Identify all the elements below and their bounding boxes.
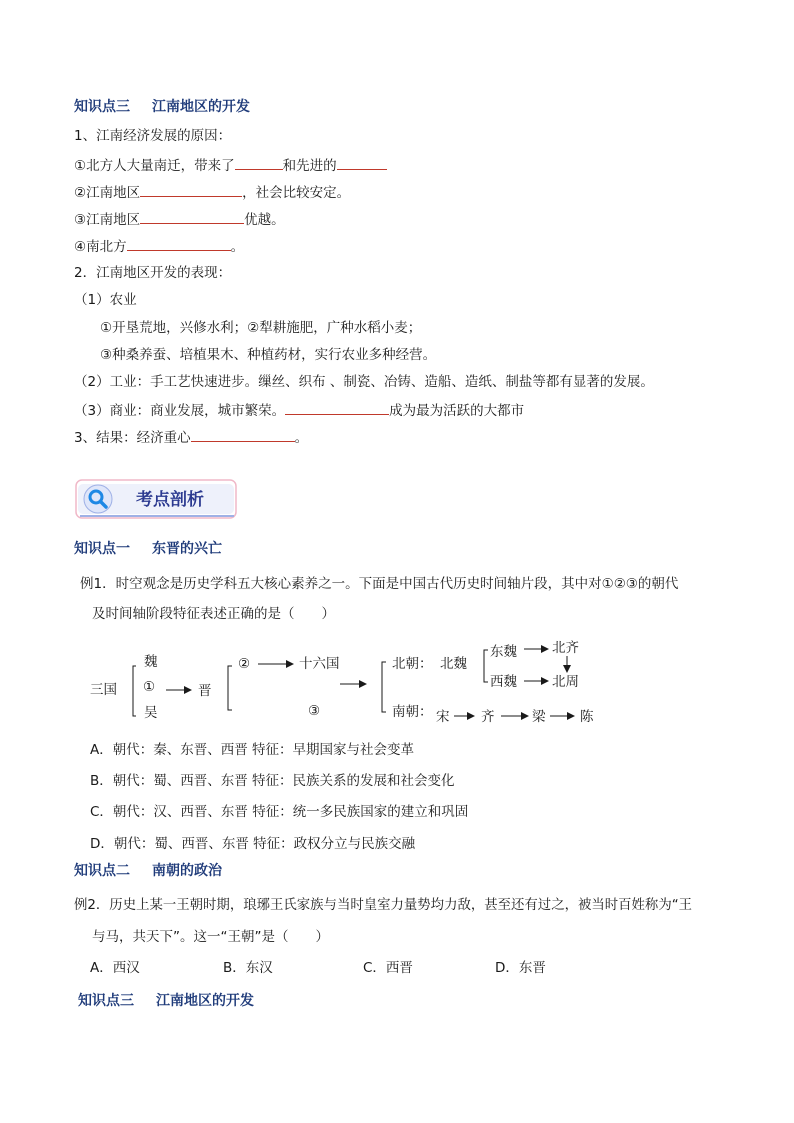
- tl-beiqi: 北齐: [552, 640, 579, 656]
- reason-1: ①北方人大量南迁，带来了 和先进的: [74, 155, 387, 175]
- agriculture-line-1: ①开垦荒地，兴修水利；②犁耕施肥，广种水稻小麦；: [100, 320, 422, 336]
- blank-1[interactable]: [235, 155, 283, 170]
- example1-option-d[interactable]: D．朝代：蜀、西晋、东晋 特征：政权分立与民族交融: [90, 836, 416, 852]
- example1-question-line1: 例1．时空观念是历史学科五大核心素养之一。下面是中国古代历史时间轴片段，其中对①②③的朝代: [80, 576, 679, 592]
- blank-3[interactable]: [140, 182, 242, 197]
- example1-question-line2: 及时间轴阶段特征表述正确的是（ ）: [92, 606, 335, 622]
- example1-option-a[interactable]: A．朝代：秦、东晋、西晋 特征：早期国家与社会变革: [90, 742, 415, 758]
- section3-heading: [74, 96, 250, 116]
- heading-number: 知识点一: [74, 541, 130, 557]
- blank-5[interactable]: [127, 236, 231, 251]
- heading-number: 知识点三: [74, 99, 130, 115]
- example2-option-a[interactable]: A．西汉: [90, 960, 140, 976]
- example1-option-b[interactable]: B．朝代：蜀、西晋、东晋 特征：民族关系的发展和社会变化: [90, 773, 455, 789]
- reasons-title: 1、江南经济发展的原因：: [74, 128, 232, 144]
- blank-4[interactable]: [140, 209, 244, 224]
- tl-nanchao: 南朝：: [392, 704, 433, 720]
- industry-line: （2）工业：手工艺快速进步。缫丝、织布 、制瓷、冶铸、造船、造纸、制盐等都有显著的发展。: [74, 374, 654, 390]
- timeline-diagram: [80, 640, 640, 730]
- heading-number: 知识点二: [74, 863, 130, 879]
- example2-question-line1: 例2．历史上某一王朝时期，琅琊王氏家族与当时皇室力量势均力敌，甚至还有过之，被当时百姓称为“王: [74, 898, 693, 913]
- example2-question-line2: 与马，共天下”。这一“王朝”是（ ）: [92, 929, 329, 945]
- tl-qi: 齐: [481, 709, 495, 725]
- agriculture-line-2: ③种桑养蚕、培植果木、种植药材，实行农业多种经营。: [100, 347, 437, 363]
- tl-circle-2: ②: [238, 656, 251, 672]
- agriculture-title: （1）农业: [74, 292, 137, 308]
- tl-dongwei: 东魏: [490, 644, 517, 660]
- tl-beiwei: 北魏: [440, 656, 467, 672]
- example2-option-c[interactable]: C．西晋: [363, 960, 413, 976]
- tl-beizhou: 北周: [552, 674, 579, 690]
- performance-title: 2．江南地区开发的表现：: [74, 265, 232, 281]
- reason-3: ③江南地区 优越。: [74, 209, 285, 229]
- tl-liang: 梁: [532, 709, 546, 725]
- tl-beichao: 北朝：: [392, 656, 433, 672]
- heading-title: 东晋的兴亡: [152, 541, 222, 557]
- tl-circle-3: ③: [308, 703, 321, 719]
- tl-circle-1: ①: [143, 679, 156, 695]
- tl-chen: 陈: [580, 709, 594, 725]
- section2-heading: [74, 860, 222, 880]
- section1-heading: [74, 538, 222, 558]
- example2-option-d[interactable]: D．东晋: [495, 960, 546, 976]
- example2-option-b[interactable]: B．东汉: [223, 960, 273, 976]
- result-line: 3、结果：经济重心 。: [74, 427, 308, 447]
- tl-xiwei: 西魏: [490, 674, 517, 690]
- blank-6[interactable]: [285, 400, 389, 415]
- heading-number: 知识点三: [78, 993, 134, 1009]
- tl-shiliuguo: 十六国: [299, 656, 340, 672]
- blank-7[interactable]: [191, 427, 295, 442]
- reason-4: ④南北方 。: [74, 236, 244, 256]
- tl-wu: 吴: [144, 705, 158, 721]
- example1-option-c[interactable]: C．朝代：汉、西晋、东晋 特征：统一多民族国家的建立和巩固: [90, 804, 469, 820]
- tl-wei: 魏: [144, 654, 158, 670]
- banner-label: 考点剖析: [136, 490, 204, 510]
- search-icon: [84, 485, 112, 513]
- reason-2: ②江南地区 ，社会比较安定。: [74, 182, 350, 202]
- section3-heading-bottom: [78, 990, 254, 1010]
- commerce-line: （3）商业：商业发展，城市繁荣。 成为最为活跃的大都市: [74, 400, 524, 420]
- tl-sanguo: 三国: [90, 682, 117, 698]
- heading-title: 江南地区的开发: [152, 99, 250, 115]
- banner-kaodian-poxi: [74, 476, 240, 522]
- tl-jin: 晋: [198, 683, 212, 699]
- blank-2[interactable]: [337, 155, 387, 170]
- heading-title: 江南地区的开发: [156, 993, 254, 1009]
- tl-song: 宋: [436, 709, 450, 725]
- heading-title: 南朝的政治: [152, 863, 222, 879]
